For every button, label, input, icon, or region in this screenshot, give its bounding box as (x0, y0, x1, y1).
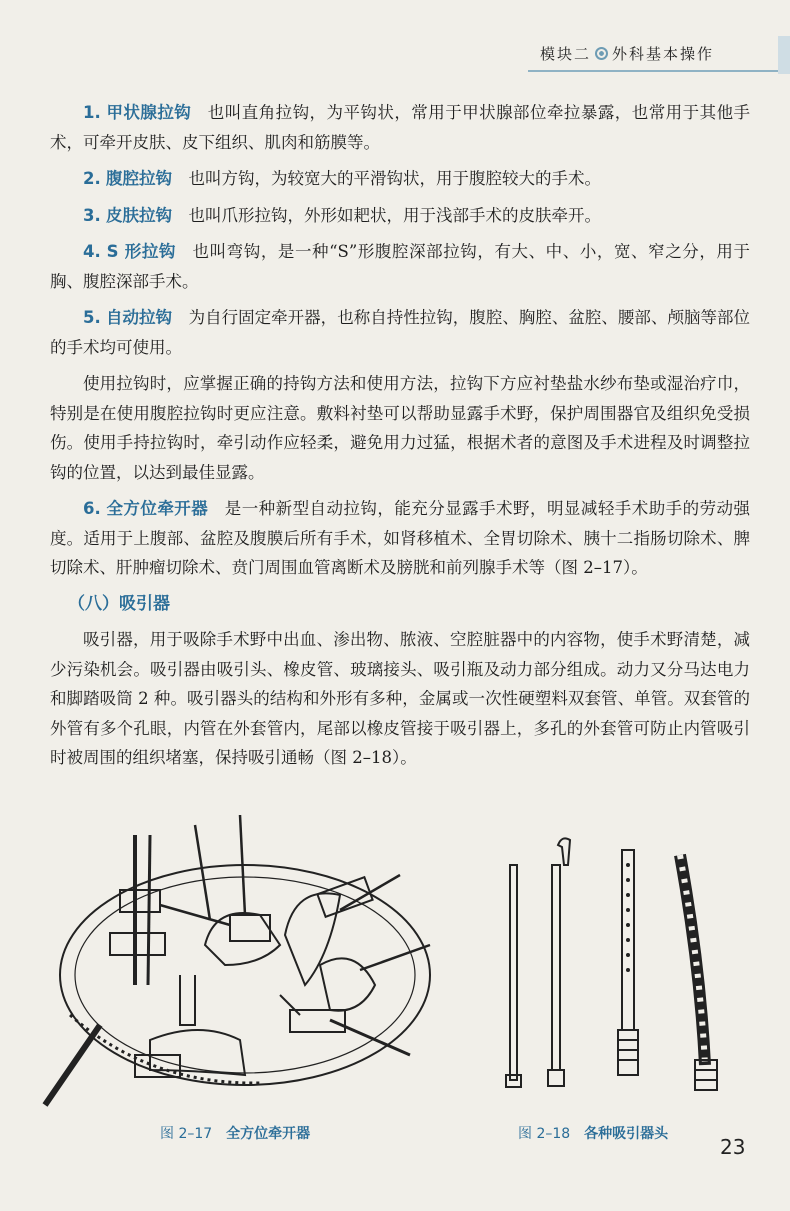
running-header (540, 38, 766, 68)
header-tab (778, 36, 790, 74)
suction-tips-figure (490, 835, 740, 1105)
term: 皮肤拉钩 (106, 205, 172, 225)
header-rule (528, 70, 778, 72)
item-2: 2. 腹腔拉钩 也叫方钩，为较宽大的平滑钩状，用于腹腔较大的手术。 (83, 169, 601, 188)
term: 甲状腺拉钩 (106, 103, 192, 122)
item-6: 6. 全方位牵开器 是一种新型自动拉钩，能充分显露手术野，明显减轻手术助手的劳动强度。适用于上腹部、盆腔及腹膜后所有手术，如肾移植术、全胃切除术、胰十二指肠切除术、脾切除术、肝肿瘤切除术、贲门周围血管离断术及膀胱和前列腺手术等（图 2–17）。 (50, 499, 751, 577)
header-chapter: 外科基本操作 (612, 44, 715, 63)
item-3: 3. 皮肤拉钩 也叫爪形拉钩，外形如耙状，用于浅部手术的皮肤牵开。 (83, 205, 601, 225)
main-text (50, 98, 750, 780)
suction-paragraph: 吸引器，用于吸除手术野中出血、渗出物、脓液、空腔脏器中的内容物，使手术野清楚，减少污染机会。吸引器由吸引头、橡皮管、玻璃接头、吸引瓶及动力部分组成。动力又分马达电力和脚踏吸筒 2 种。吸引器头的结构和外形有多种，金属或一次性硬塑料双套管、单管。双套管的外管有多个孔眼，内管在外套管内，尾部以橡皮管接于吸引器上，多孔的外套管可防止内管吸引时被周围的组织堵塞，保持吸引通畅（图 2–18）。 (50, 630, 750, 767)
retractor-figure (30, 815, 450, 1115)
item-4: 4. S 形拉钩 也叫弯钩，是一种“S”形腹腔深部拉钩，有大、中、小，宽、窄之分，用于胸、腹腔深部手术。 (50, 242, 750, 291)
header-module: 模块二 (540, 44, 592, 63)
item-5: 5. 自动拉钩 为自行固定牵开器，也称自持性拉钩，腹腔、胸腔、盆腔、腰部、颅脑等部位的手术均可使用。 (50, 308, 751, 357)
item-1: 1. 甲状腺拉钩 也叫直角拉钩，为平钩状，常用于甲状腺部位牵拉暴露，也常用于其他手术，可牵开皮肤、皮下组织、肌肉和筋膜等。 (50, 103, 751, 152)
figure-caption-2-17: 图 2–17 全方位牵开器 (160, 1126, 311, 1142)
bullet-circle-icon (595, 47, 608, 60)
term: 腹腔拉钩 (106, 169, 172, 188)
usage-paragraph: 使用拉钩时，应掌握正确的持钩方法和使用方法，拉钩下方应衬垫盐水纱布垫或湿治疗巾，特别是在使用腹腔拉钩时更应注意。敷料衬垫可以帮助显露手术野，保护周围器官及组织免受损伤。使用手持拉钩时，牵引动作应轻柔，避免用力过猛，根据术者的意图及手术进程及时调整拉钩的位置，以达到最佳显露。 (50, 374, 750, 482)
term: 自动拉钩 (106, 308, 173, 327)
term: 全方位牵开器 (106, 499, 209, 518)
figure-caption-2-18: 图 2–18 各种吸引器头 (518, 1126, 669, 1142)
section-heading: （八）吸引器 (68, 593, 170, 614)
term: S 形拉钩 (106, 242, 177, 261)
page-number: 23 (720, 1135, 746, 1159)
